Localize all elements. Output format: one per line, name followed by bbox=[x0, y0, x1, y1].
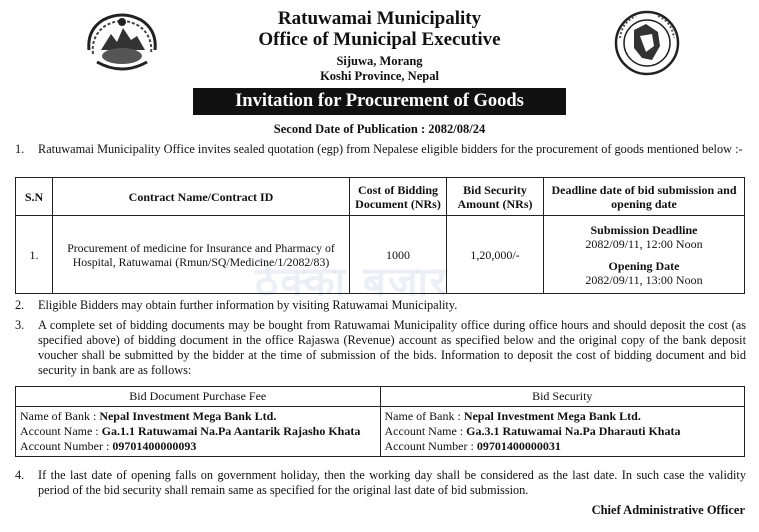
bid-security-bank-details bbox=[380, 407, 745, 457]
row-cost: 1000 bbox=[350, 216, 447, 294]
submission-date: 2082/09/11, 12:00 Noon bbox=[585, 236, 703, 251]
bank-name: Nepal Investment Mega Bank Ltd. bbox=[463, 409, 641, 423]
para-3-number: 3. bbox=[15, 318, 25, 332]
office-name: Office of Municipal Executive bbox=[258, 29, 501, 50]
municipality-name: Ratuwamai Municipality bbox=[277, 8, 482, 29]
opening-date: 2082/09/11, 13:00 Noon bbox=[585, 272, 703, 287]
procurement-table bbox=[15, 177, 745, 294]
account-number-label: Account Number : bbox=[20, 439, 113, 453]
bank-label: Name of Bank : bbox=[20, 409, 100, 423]
account-number-label: Account Number : bbox=[384, 439, 477, 453]
notice-title-banner: Invitation for Procurement of Goods bbox=[193, 88, 566, 115]
para-4-number: 4. bbox=[15, 468, 25, 482]
row-sn: 1. bbox=[16, 216, 53, 294]
row-contract: Procurement of medicine for Insurance and Pharmacy of Hospital, Ratuwamai (Rmun/SQ/Medicine/1/2082/83) bbox=[53, 216, 350, 294]
col-security: Bid Security Amount (NRs) bbox=[447, 178, 544, 216]
table-row bbox=[16, 216, 745, 294]
para-2-number: 2. bbox=[15, 298, 25, 312]
bid-security-header: Bid Security bbox=[380, 387, 745, 407]
publication-date: Second Date of Publication : 2082/08/24 bbox=[273, 122, 486, 136]
account-name-label: Account Name : bbox=[20, 424, 102, 438]
opening-title: Opening Date bbox=[608, 258, 680, 273]
account-name: Ga.3.1 Ratuwamai Na.Pa Dharauti Khata bbox=[466, 424, 681, 438]
para-2: Eligible Bidders may obtain further information by visiting Ratuwamai Municipality. bbox=[38, 298, 458, 312]
col-contract: Contract Name/Contract ID bbox=[53, 178, 350, 216]
para-1-number: 1. bbox=[15, 142, 25, 156]
col-deadline: Deadline date of bid submission and opening date bbox=[544, 178, 745, 216]
account-name-label: Account Name : bbox=[384, 424, 467, 438]
address-line-1: Sijuwa, Morang bbox=[336, 54, 423, 68]
address-line-2: Koshi Province, Nepal bbox=[320, 69, 439, 83]
bank-name: Nepal Investment Mega Bank Ltd. bbox=[99, 409, 277, 423]
account-number: 09701400000031 bbox=[476, 439, 561, 453]
para-1: Ratuwamai Municipality Office invites sealed quotation (egp) from Nepalese eligible bidders for the procurement of goods mentioned below :- bbox=[38, 142, 743, 156]
row-deadline bbox=[544, 216, 745, 294]
account-name: Ga.1.1 Ratuwamai Na.Pa Aantarik Rajasho Khata bbox=[101, 424, 361, 438]
col-sn: S.N bbox=[16, 178, 53, 216]
row-security: 1,20,000/- bbox=[447, 216, 544, 294]
watermark: ठेक्का बजार bbox=[255, 259, 449, 305]
para-4: If the last date of opening falls on government holiday, then the working day shall be considered as the last date. In such case the validity period of the bid security shall remain same as specified for the original last date of bid submission. bbox=[38, 468, 746, 497]
col-cost: Cost of Bidding Document (NRs) bbox=[350, 178, 447, 216]
para-3: A complete set of bidding documents may be bought from Ratuwamai Municipality office during office hours and should deposit the cost (as specified above) of bidding document in the office Rajaswa (Revenue) account as specified below and the original copy of the bank deposit voucher shall be submitted by the bidder at the time of submission of the bids. Information to deposit the cost of bidding document and bid security in bank are as follows: bbox=[38, 318, 746, 377]
bid-fee-bank-details bbox=[16, 407, 381, 457]
signatory-title: Chief Administrative Officer bbox=[591, 503, 745, 517]
bank-label: Name of Bank : bbox=[384, 409, 464, 423]
bank-details-table bbox=[15, 386, 745, 457]
bid-fee-header: Bid Document Purchase Fee bbox=[16, 387, 381, 407]
submission-title: Submission Deadline bbox=[590, 222, 698, 237]
account-number: 09701400000093 bbox=[112, 439, 197, 453]
